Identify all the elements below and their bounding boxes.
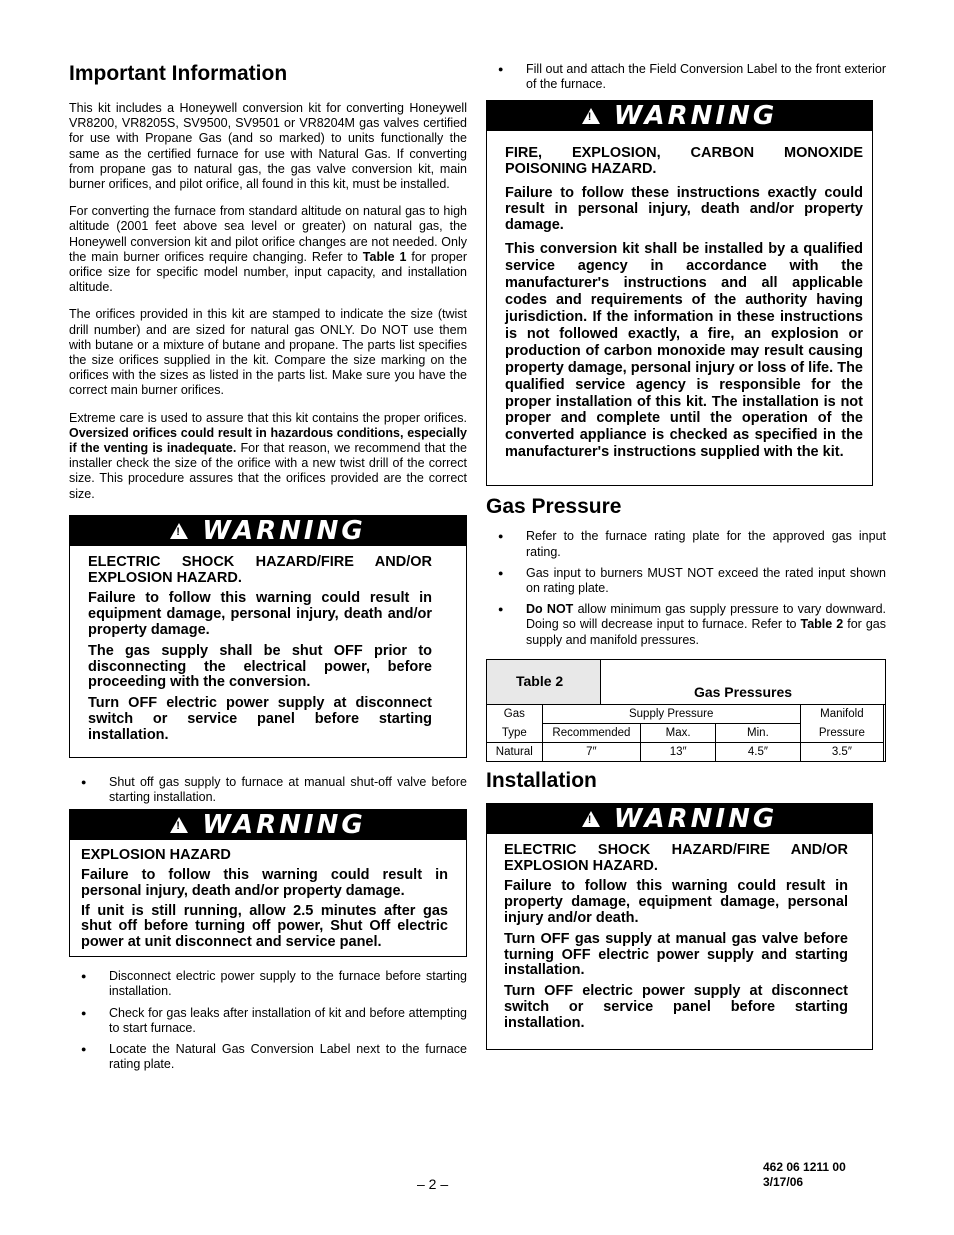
altitude-text-c: for proper orifice size for specific model number, input capacity, and installation altitude. xyxy=(69,249,467,295)
list-item-text: allow minimum gas supply pressure to vary downward. Doing so will decrease input to furnace. Refer to xyxy=(526,602,886,632)
warning-text: This conversion kit shall be installed by a qualified service agency in accordance with the manufacturer's instructions and all applicable codes and requirements of the authority having jurisdiction. If the information in these instructions is not followed exactly, a fire, an explosion or production of carbon monoxide may result causing property damage, personal injury or loss of life. The qualified service agency is responsible for the proper installation of this kit. The installation is not proper and complete until the operation of the converted appliance is checked as specified in the manufacturer's instructions supplied with the kit. xyxy=(505,241,863,461)
warning-box-electric-shock xyxy=(69,515,467,758)
table-cell: Type xyxy=(487,723,543,742)
install-bullet-list xyxy=(69,969,467,1072)
care-paragraph xyxy=(69,411,467,502)
warning-text: Turn OFF gas supply at manual gas valve before turning OFF electric power supply and starting installation. xyxy=(504,930,848,979)
table-row xyxy=(487,742,884,761)
warning-banner xyxy=(70,516,466,546)
table-cell: Min. xyxy=(716,723,801,742)
list-item: ● Locate the Natural Gas Conversion Label next to the furnace rating plate. xyxy=(69,1042,467,1072)
table-cell: 3.5″ xyxy=(800,742,883,761)
warning-hazard: ELECTRIC SHOCK HAZARD/FIRE AND/OR EXPLOSION HAZARD. xyxy=(504,841,848,874)
table1-ref: Table 1 xyxy=(362,249,407,264)
warning-box-installation xyxy=(486,803,873,1050)
care-text-bold: Oversized orifices could result in hazardous conditions, especially if the venting is inadequate. xyxy=(69,425,467,456)
table-cell: Natural xyxy=(487,742,543,761)
warning-hazard: EXPLOSION HAZARD xyxy=(81,847,231,864)
table2-title: Gas Pressures xyxy=(693,683,793,700)
left-column xyxy=(69,62,467,1073)
table-cell: Max. xyxy=(641,723,716,742)
table-row xyxy=(487,723,884,742)
warning-body xyxy=(70,840,466,951)
gas-pressure-heading: Gas Pressure xyxy=(486,495,622,519)
table2-gas-pressures xyxy=(486,659,886,762)
table-cell: Recommended xyxy=(542,723,641,742)
warning-text: Turn OFF electric power supply at disconnect switch or service panel before starting installation. xyxy=(504,983,848,1031)
warning-hazard: FIRE, EXPLOSION, CARBON MONOXIDE POISONING HAZARD. xyxy=(505,145,863,178)
care-text-a: Extreme care is used to assure that this kit contains the proper orifices. xyxy=(69,410,467,425)
warning-word: WARNING xyxy=(613,101,778,132)
list-item: ● Gas input to burners MUST NOT exceed the rated input shown on rating plate. xyxy=(486,566,886,596)
important-info-heading: Important Information xyxy=(69,62,288,85)
table-row xyxy=(487,704,884,723)
doc-date: 3/17/06 xyxy=(763,1175,804,1189)
list-item: ● Shut off gas supply to furnace at manual shut-off valve before starting installation. xyxy=(69,775,467,805)
warning-banner xyxy=(487,101,872,131)
warning-banner xyxy=(70,810,466,840)
warning-triangle-icon: ! xyxy=(170,523,188,539)
table-cell: 4.5″ xyxy=(716,742,801,761)
list-item: ● Refer to the furnace rating plate for the approved gas input rating. xyxy=(486,529,886,559)
table2-label: Table 2 xyxy=(487,660,601,704)
table-cell: Manifold xyxy=(800,704,883,723)
warning-word: WARNING xyxy=(202,810,366,841)
right-column xyxy=(486,62,886,1050)
warning-banner xyxy=(487,804,872,834)
list-item: ● Disconnect electric power supply to the furnace before starting installation. xyxy=(69,969,467,999)
altitude-paragraph xyxy=(69,204,467,295)
installation-heading: Installation xyxy=(486,768,597,792)
intro-paragraph: This kit includes a Honeywell conversion kit for converting Honeywell VR8200, VR8205S, SV9500, SV9501 or VR8204M gas valves certified for use with Propane Gas (and so marked) to units functionally the same as the certified furnace for use with Natural Gas. If converting from propane gas to natural gas, the gas valve conversion kit, main burner orifices, and pilot orifice, all found in this kit, must be installed. xyxy=(69,101,467,192)
warning-text: If unit is still running, allow 2.5 minutes after gas shut off before turning off power, Shut Off electric power at unit disconnect and service panel. xyxy=(81,902,448,951)
list-item: ● Check for gas leaks after installation of kit and before attempting to start furnace. xyxy=(69,1006,467,1036)
table-cell: Gas xyxy=(487,704,543,723)
warning-triangle-icon: ! xyxy=(582,811,600,827)
document-id xyxy=(763,1160,846,1190)
warning-text: Failure to follow these instructions exactly could result in personal injury, death and/or property damage. xyxy=(505,185,863,233)
gas-pressure-bullet-list xyxy=(486,529,886,647)
list-item: ● Fill out and attach the Field Conversion Label to the front exterior of the furnace. xyxy=(486,62,886,92)
warning-word: WARNING xyxy=(202,515,366,546)
table2-grid xyxy=(486,704,884,762)
care-text-c: For that reason, we recommend that the installer check the size of the orifice with a new twist drill of the correct size. This procedure assures that the orifices provided are the correct size. xyxy=(69,441,468,501)
table2-header xyxy=(487,660,885,705)
warning-text: Failure to follow this warning could result in property damage, equipment damage, personal injury and/or death. xyxy=(504,878,848,927)
warning-word: WARNING xyxy=(613,803,778,834)
table-cell: 7″ xyxy=(542,742,641,761)
warning-triangle-icon: ! xyxy=(170,817,188,833)
warning-body xyxy=(70,546,466,744)
doc-number: 462 06 1211 00 xyxy=(763,1160,846,1174)
table-cell: Supply Pressure xyxy=(542,704,800,723)
list-item-text: for gas supply and manifold pressures. xyxy=(526,617,886,647)
table2-ref: Table 2 xyxy=(800,617,844,632)
warning-body xyxy=(487,834,872,1032)
list-item xyxy=(486,602,886,648)
orifice-paragraph: The orifices provided in this kit are stamped to indicate the size (twist drill number) and are sized for natural gas ONLY. Do NOT use them with butane or a mixture of butane and propane. The parts list specifies the size orifices supplied in the kit. Compare the size marking on the orifices with the sizes as listed in the parts list. Make sure you have the correct main burner orifices. xyxy=(69,307,467,398)
warning-hazard: ELECTRIC SHOCK HAZARD/FIRE AND/OR EXPLOSION HAZARD. xyxy=(88,553,432,586)
table-cell: 13″ xyxy=(641,742,716,761)
page-number: – 2 – xyxy=(417,1176,449,1192)
warning-box-explosion xyxy=(69,809,467,957)
warning-box-fire-co xyxy=(486,100,873,486)
table-cell: Pressure xyxy=(800,723,883,742)
warning-text: Failure to follow this warning could result in personal injury, death and/or property damage. xyxy=(81,867,448,899)
warning-text: Turn OFF electric power supply at disconnect switch or service panel before starting installation. xyxy=(88,695,432,743)
warning-triangle-icon: ! xyxy=(582,108,600,124)
label-bullet-list xyxy=(486,62,886,92)
warning-text: Failure to follow this warning could result in equipment damage, personal injury, death and/or property damage. xyxy=(88,590,432,639)
warning-text: The gas supply shall be shut OFF prior to disconnecting the electrical power, before proceeding with the conversion. xyxy=(88,642,432,691)
do-not-text: Do NOT xyxy=(526,602,574,617)
shutoff-bullet-list xyxy=(69,775,467,805)
altitude-text-a: For converting the furnace from standard altitude on natural gas to high altitude (2001 feet above sea level or greater) on natural gas, the Honeywell conversion kit and pilot orifice changes are not needed. Only the main burner orifices require changing. Refer to xyxy=(69,204,467,264)
warning-body xyxy=(487,131,872,461)
